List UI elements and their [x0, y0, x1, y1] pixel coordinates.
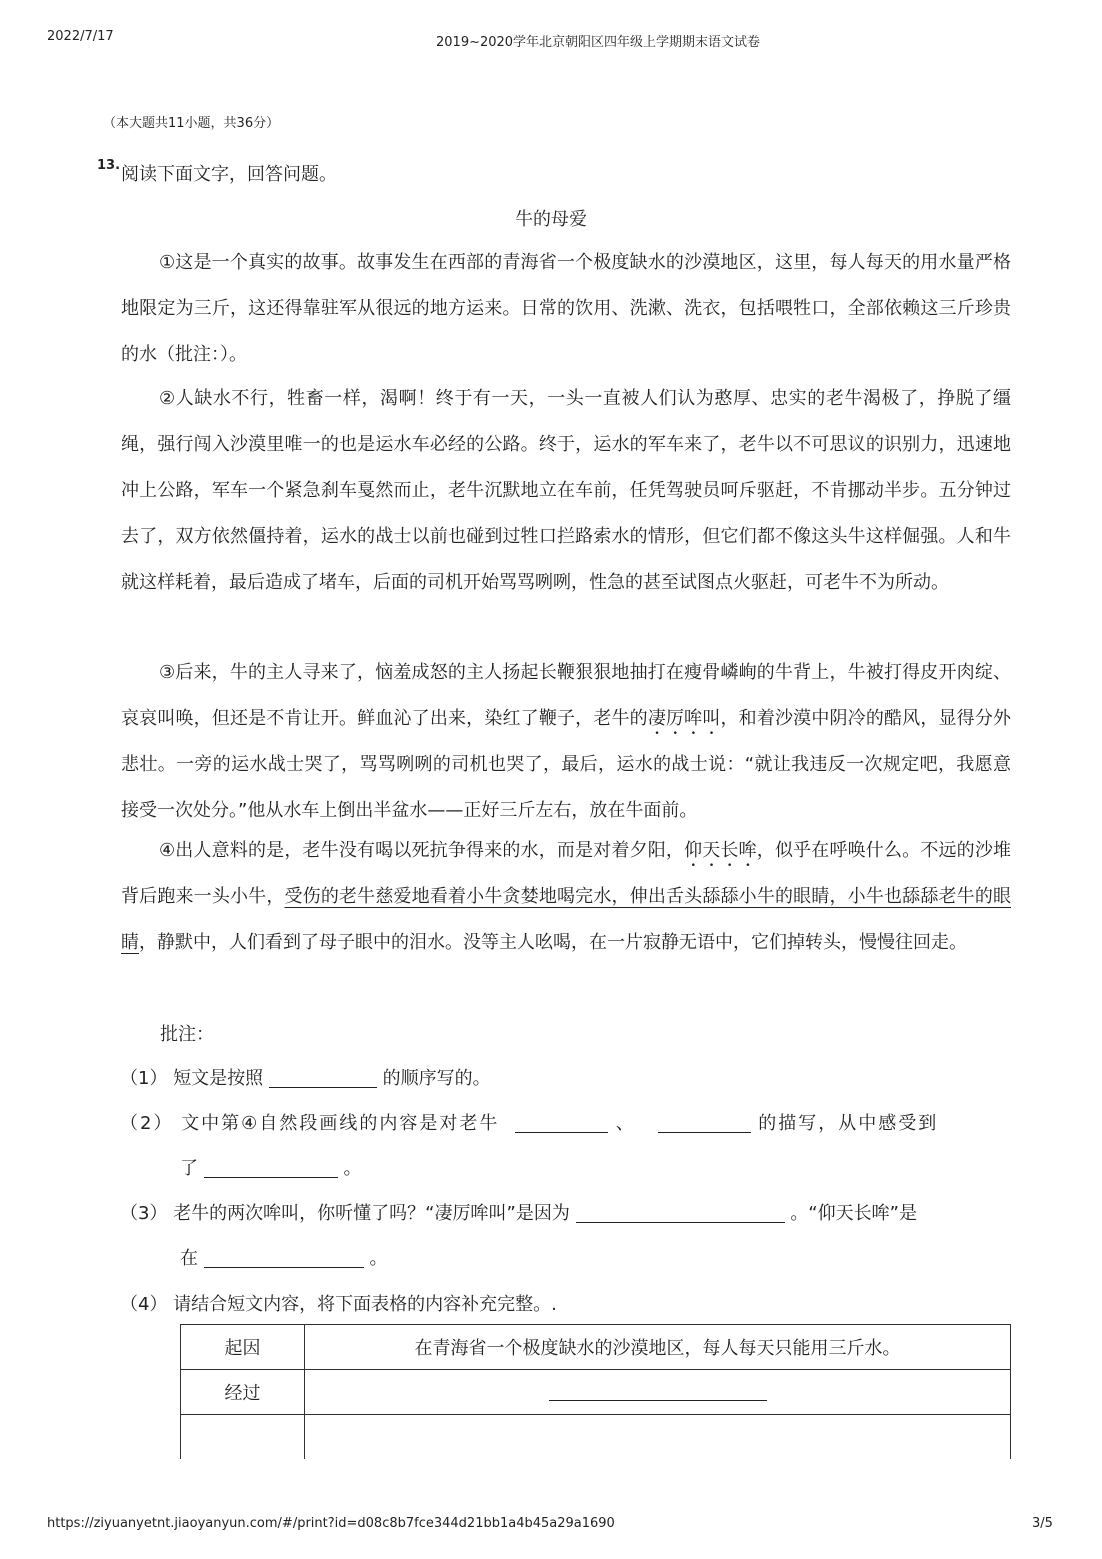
answer-blank-3b[interactable] — [204, 1247, 364, 1268]
p4-text-a: ④出人意料的是，老牛没有喝以死抗争得来的水，而是对着夕阳， — [159, 840, 685, 861]
sub2-number: （2） — [120, 1113, 174, 1134]
p4-underlined: 受伤的老牛慈爱地看着小牛贪婪地喝完水，伸出舌头舔舔小牛的眼睛，小牛也舔舔老牛的眼睛 — [121, 886, 1011, 953]
print-date: 2022/7/17 — [47, 29, 114, 44]
sub1-text-b: 的顺序写的。 — [382, 1068, 491, 1089]
table-value-empty — [305, 1415, 1011, 1460]
sub-question-4 — [120, 1290, 557, 1316]
sub2-text-c: 了 — [180, 1158, 198, 1179]
p4-text-b: ，似乎在呼唤什么。不远的沙堆背后跑来一头小牛， — [121, 840, 1012, 907]
paragraph-4 — [121, 828, 1011, 966]
p3-text-a: ③后来，牛的主人寻来了，恼羞成怒的主人扬起长鞭狠狠地抽打在瘦骨嶙峋的牛背上，牛被打得皮开肉绽、哀哀叫唤，但还是不肯让开。鲜血沁了出来，染红了鞭子，老牛的 — [121, 662, 1011, 729]
page-number: 3/5 — [1032, 1516, 1053, 1531]
sub2-text-b: 的描写，从中感受到 — [758, 1113, 939, 1134]
sub3-text-b: 。“仰天长哞”是 — [790, 1203, 917, 1224]
section-note: （本大题共11小题，共36分） — [103, 116, 280, 131]
table-value-cause: 在青海省一个极度缺水的沙漠地区，每人每天只能用三斤水。 — [305, 1325, 1011, 1370]
paragraph-1: ①这是一个真实的故事。故事发生在西部的青海省一个极度缺水的沙漠地区，这里，每人每天的用水量严格地限定为三斤，这还得靠驻军从很远的地方运来。日常的饮用、洗漱、洗衣，包括喂牲口，全部依赖这三斤珍贵的水（批注：）。 — [121, 252, 1011, 365]
table-row — [181, 1370, 1011, 1415]
sub1-text-a: 短文是按照 — [173, 1068, 264, 1089]
table-label-cause: 起因 — [181, 1325, 305, 1370]
sub-question-3 — [120, 1199, 917, 1225]
table-value-process — [305, 1370, 1011, 1415]
sub4-text: 请结合短文内容，将下面表格的内容补充完整。. — [173, 1294, 557, 1315]
p4-emphasis: 仰天长哞 — [684, 840, 757, 861]
table-row — [181, 1415, 1011, 1460]
sub2-end: 。 — [343, 1158, 362, 1179]
question-prompt: 阅读下面文字，回答问题。 — [121, 164, 337, 185]
sub3-number: （3） — [120, 1203, 168, 1224]
answer-blank-2c[interactable] — [204, 1157, 338, 1178]
answer-blank-table[interactable] — [549, 1380, 767, 1401]
sub-question-3-line2 — [180, 1244, 387, 1270]
sub2-separator: 、 — [615, 1113, 636, 1134]
sub-question-1 — [120, 1064, 491, 1090]
answer-blank-2b[interactable] — [658, 1112, 751, 1133]
article-title: 牛的母爱 — [515, 209, 587, 230]
table-label-empty — [181, 1415, 305, 1460]
answer-blank-1[interactable] — [269, 1067, 377, 1088]
p3-emphasis: 凄厉哞叫 — [647, 708, 721, 729]
table-row — [181, 1325, 1011, 1370]
print-title: 2019~2020学年北京朝阳区四年级上学期期末语文试卷 — [436, 35, 761, 50]
table-label-process: 经过 — [181, 1370, 305, 1415]
answer-blank-3a[interactable] — [576, 1202, 785, 1223]
p4-text-c: ，静默中，人们看到了母子眼中的泪水。没等主人吆喝，在一片寂静无语中，它们掉转头，慢慢往回走。 — [139, 932, 967, 953]
sub1-number: （1） — [120, 1068, 168, 1089]
sub4-number: （4） — [120, 1294, 168, 1315]
story-table — [180, 1324, 1011, 1459]
paragraph-3 — [121, 650, 1011, 834]
question-number: 13. — [97, 158, 121, 173]
footer-url[interactable]: https://ziyuanyetnt.jiaoyanyun.com/#/print?id=d08c8b7fce344d21bb1a4b45a29a1690 — [47, 1516, 615, 1531]
p3-text-b: ，和着沙漠中阴冷的酷风，显得分外悲壮。一旁的运水战士哭了，骂骂咧咧的司机也哭了，最后，运水的战士说：“就让我违反一次规定吧，我愿意接受一次处分。”他从水车上倒出半盆水——正好三斤左右，放在牛面前。 — [121, 708, 1012, 821]
answer-blank-2a[interactable] — [515, 1112, 608, 1133]
sub-question-2-line2 — [180, 1154, 361, 1180]
sub-question-2 — [120, 1109, 938, 1135]
sub3-end: 。 — [369, 1248, 388, 1269]
paragraph-2: ②人缺水不行，牲畜一样，渴啊！终于有一天，一头一直被人们认为憨厚、忠实的老牛渴极了，挣脱了缰绳，强行闯入沙漠里唯一的也是运水车必经的公路。终于，运水的军车来了，老牛以不可思议的识别力，迅速地冲上公路，军车一个紧急刹车戛然而止，老牛沉默地立在车前，任凭驾驶员呵斥驱赶，不肯挪动半步。五分钟过去了，双方依然僵持着，运水的战士以前也碰到过牲口拦路索水的情形，但它们都不像这头牛这样倔强。人和牛就这样耗着，最后造成了堵车，后面的司机开始骂骂咧咧，性急的甚至试图点火驱赶，可老牛不为所动。 — [121, 388, 1011, 593]
note-label: 批注： — [160, 1024, 214, 1045]
sub3-text-a: 老牛的两次哞叫，你听懂了吗？“凄厉哞叫”是因为 — [173, 1203, 570, 1224]
sub2-text-a: 文中第④自然段画线的内容是对老牛 — [181, 1113, 500, 1134]
sub3-text-c: 在 — [180, 1248, 198, 1269]
